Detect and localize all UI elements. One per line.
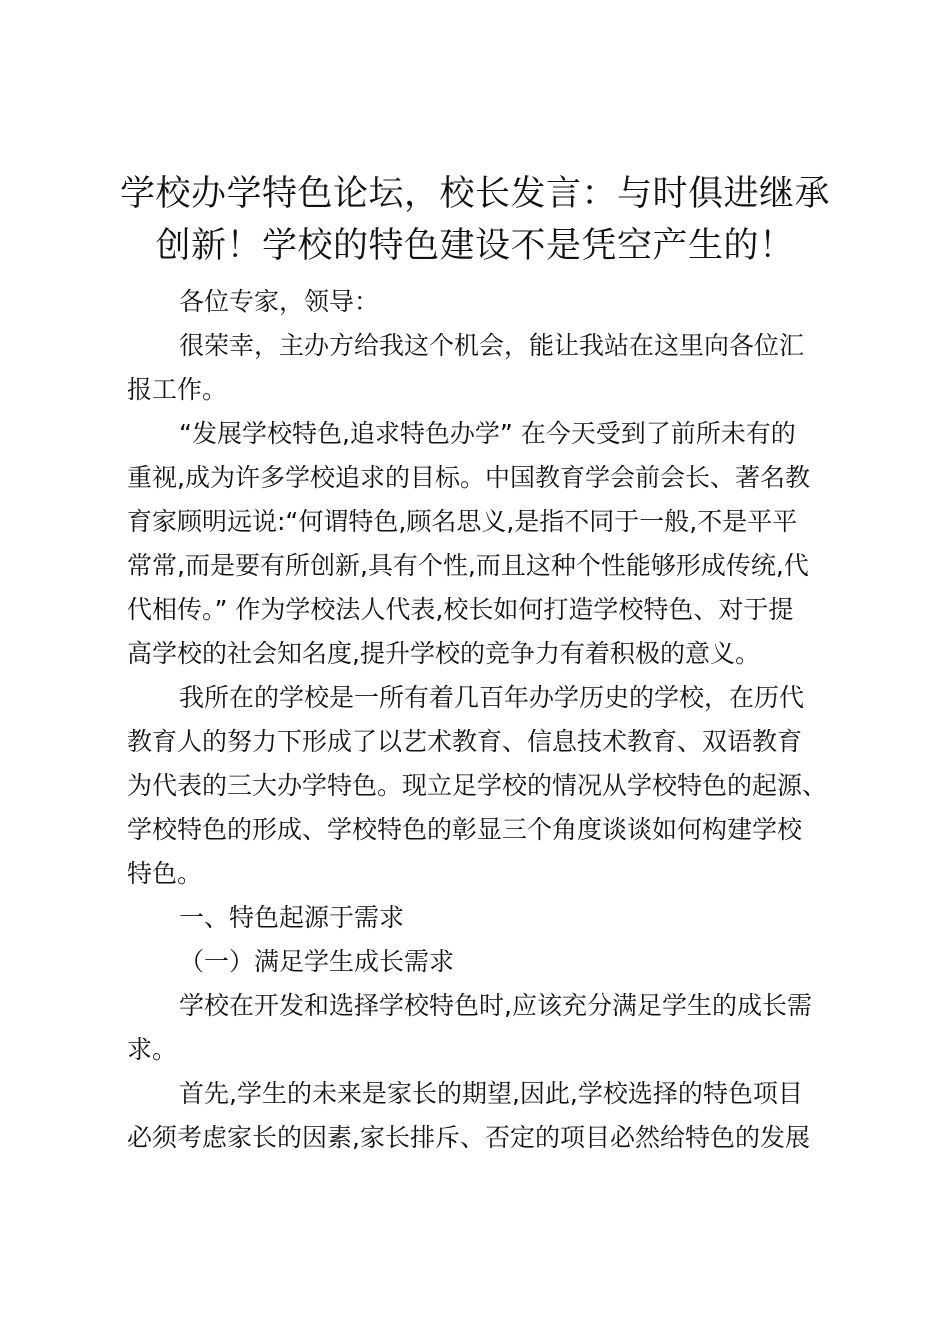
paragraph-3 — [127, 676, 837, 896]
paragraph-line: 常常,而是要有所创新,具有个性,而且这种个性能够形成传统,代 — [127, 551, 809, 580]
paragraph-line: 必须考虑家长的因素,家长排斥、否定的项目必然给特色的发展 — [127, 1123, 810, 1152]
paragraph-line: 学校在开发和选择学校特色时,应该充分满足学生的成长需 — [179, 991, 812, 1020]
paragraph-line: 教育人的努力下形成了以艺术教育、信息技术教育、双语教育 — [127, 727, 803, 756]
paragraph-line: 育家顾明远说:“何谓特色,顾名思义,是指不同于一般,不是平平 — [127, 507, 798, 536]
paragraph-line: 学校特色的形成、学校特色的彰显三个角度谈谈如何构建学校 — [127, 815, 803, 844]
document-body — [127, 280, 837, 1160]
section-heading: 一、特色起源于需求 — [179, 903, 405, 932]
paragraph-line: 很荣幸，主办方给我这个机会，能让我站在这里向各位汇 — [179, 331, 805, 360]
paragraph-1 — [127, 324, 837, 412]
paragraph-line: 报工作。 — [127, 375, 228, 404]
paragraph-line: 为代表的三大办学特色。现立足学校的情况从学校特色的起源、 — [127, 771, 828, 800]
paragraph-2 — [127, 412, 837, 676]
subsection-heading: （一）满足学生成长需求 — [179, 947, 455, 976]
title-line-2: 创新！学校的特色建设不是凭空产生的！ — [155, 226, 795, 266]
greeting: 各位专家，领导： — [179, 287, 380, 316]
paragraph-line: 特色。 — [127, 859, 203, 888]
paragraph-line: “发展学校特色,追求特色办学” 在今天受到了前所未有的 — [179, 419, 796, 448]
paragraph-4 — [127, 984, 837, 1072]
paragraph-line: 代相传。” 作为学校法人代表,校长如何打造学校特色、对于提 — [127, 595, 794, 624]
paragraph-line: 高学校的社会知名度,提升学校的竞争力有着积极的意义。 — [127, 639, 760, 668]
paragraph-line: 求。 — [127, 1035, 178, 1064]
title-line-1: 学校办学特色论坛，校长发言：与时俱进继承 — [119, 174, 830, 214]
paragraph-5 — [127, 1072, 837, 1160]
paragraph-line: 我所在的学校是一所有着几百年办学历史的学校，在历代 — [179, 683, 805, 712]
paragraph-line: 重视,成为许多学校追求的目标。中国教育学会前会长、著名教 — [127, 463, 810, 492]
paragraph-line: 首先,学生的未来是家长的期望,因此,学校选择的特色项目 — [179, 1079, 803, 1108]
document-title — [100, 168, 850, 272]
